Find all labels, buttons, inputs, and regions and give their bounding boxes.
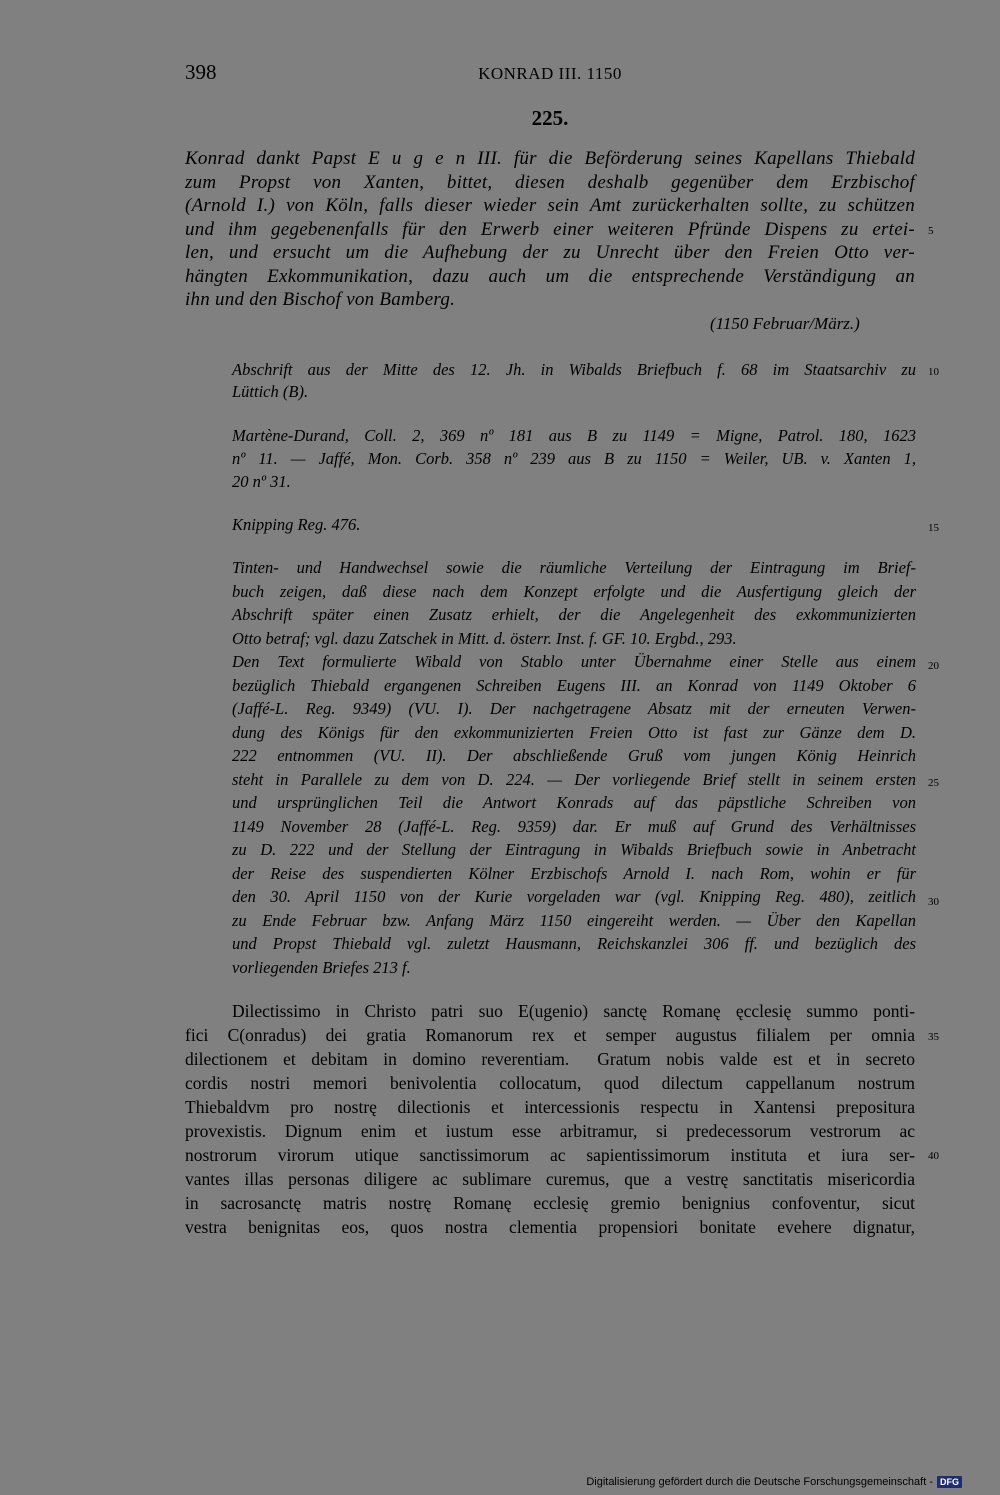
- commentary-line: 222 entnommen (VU. II). Der abschließende Gruß vom jungen König Heinrich: [232, 746, 916, 765]
- editions-line: nº 11. — Jaffé, Mon. Corb. 358 nº 239 aus B zu 1150 = Weiler, UB. v. Xanten 1,: [232, 449, 916, 468]
- tradition-line: Abschrift aus der Mitte des 12. Jh. in Wibalds Briefbuch f. 68 im Staatsarchiv zu: [232, 360, 916, 379]
- commentary-line: bezüglich Thiebald ergangenen Schreiben Eugens III. an Konrad von 1149 Oktober 6: [232, 675, 916, 695]
- margin-line-number: 35: [928, 1031, 939, 1043]
- commentary-line: Abschrift später einen Zusatz erhielt, der die Angelegenheit des exkommunizierten: [232, 605, 916, 624]
- body-line-part: dilectionem et debitam in domino reverentiam.: [185, 1049, 570, 1069]
- body-line-part: Gratum nobis valde est et in secreto: [597, 1049, 915, 1069]
- margin-line-number: 15: [928, 522, 939, 534]
- digitization-credit: [586, 1476, 962, 1488]
- body-line: cordis nostri memori benivolentia collocatum, quod dilectum cappellanum nostrum: [185, 1073, 915, 1093]
- body-line: provexistis. Dignum enim et iustum esse arbitramur, si predecessorum vestrorum ac: [185, 1121, 915, 1141]
- commentary-line: (Jaffé-L. Reg. 9349) (VU. I). Der nachgetragene Absatz mit der erneuten Verwen-: [232, 699, 916, 718]
- regest-line: zum Propst von Xanten, bittet, diesen deshalb gegenüber dem Erzbischof: [185, 171, 915, 193]
- body-line: Dilectissimo in Christo patri suo E(ugenio) sanctę Romanę ęcclesię summo ponti-: [232, 1001, 915, 1021]
- commentary-line: buch zeigen, daß diese nach dem Konzept erfolgte und die Ausfertigung gleich der: [232, 581, 916, 601]
- editions-line: 20 nº 31.: [232, 472, 291, 491]
- body-line: [185, 1049, 915, 1070]
- running-head: KONRAD III. 1150: [478, 64, 622, 83]
- body-line: vestra benignitas eos, quos nostra clementia propensiori bonitate evehere dignatur,: [185, 1217, 915, 1237]
- margin-line-number: 40: [928, 1150, 939, 1162]
- commentary-line: dung des Königs für den exkommunizierten Freien Otto ist fast zur Gänze dem D.: [232, 722, 916, 742]
- commentary-line: Den Text formulierte Wibald von Stablo unter Übernahme einer Stelle aus einem: [232, 652, 916, 671]
- regest-line: (Arnold I.) von Köln, falls dieser wieder sein Amt zurückerhalten sollte, zu schützen: [185, 195, 915, 216]
- commentary-line: zu Ende Februar bzw. Anfang März 1150 eingereiht werden. — Über den Kapellan: [232, 910, 916, 930]
- commentary-line: zu D. 222 und der Stellung der Eintragung in Wibalds Briefbuch sowie in Anbetracht: [232, 840, 916, 859]
- regest-date: (1150 Februar/März.): [710, 314, 860, 333]
- commentary-line: und Propst Thiebald vgl. zuletzt Hausmann, Reichskanzlei 306 ff. und bezüglich des: [232, 934, 916, 953]
- body-line: in sacrosanctę matris nostrę Romanę ecclesię gremio benignius confoventur, sicut: [185, 1193, 915, 1213]
- margin-line-number: 30: [928, 896, 939, 908]
- commentary-line: und ursprünglichen Teil die Antwort Konrads auf das päpstliche Schreiben von: [232, 793, 916, 812]
- regest-line: hängten Exkommunikation, dazu auch um die entsprechende Verständigung an: [185, 265, 915, 287]
- tradition-line: Lüttich (B).: [232, 382, 309, 401]
- margin-line-number: 20: [928, 660, 939, 672]
- commentary-line: der Reise des suspendierten Kölner Erzbischofs Arnold I. nach Rom, wohin er für: [232, 863, 916, 883]
- document-number: 225.: [531, 106, 569, 130]
- commentary-line: vorliegenden Briefes 213 f.: [232, 957, 411, 977]
- editions-line: Martène-Durand, Coll. 2, 369 nº 181 aus B zu 1149 = Migne, Patrol. 180, 1623: [232, 426, 916, 445]
- page-number: 398: [185, 60, 217, 84]
- commentary-line: den 30. April 1150 von der Kurie vorgeladen war (vgl. Knipping Reg. 480), zeitlich: [232, 887, 916, 906]
- regest-line: und ihm gegebenenfalls für den Erwerb einer weiteren Pfründe Dispens zu ertei-: [185, 218, 915, 240]
- margin-line-number: 25: [928, 777, 939, 789]
- margin-line-number: 5: [928, 225, 934, 237]
- credit-text: Digitalisierung gefördert durch die Deutsche Forschungsgemeinschaft -: [586, 1476, 933, 1488]
- regest-line: Konrad dankt Papst E u g e n III. für die Beförderung seines Kapellans Thiebald: [185, 148, 915, 169]
- body-line: nostrorum virorum utique sanctissimorum ac sapientissimorum instituta et iura ser-: [185, 1145, 915, 1165]
- margin-line-number: 10: [928, 366, 939, 378]
- commentary-line: 1149 November 28 (Jaffé-L. Reg. 9359) dar. Er muß auf Grund des Verhältnisses: [232, 816, 916, 836]
- commentary-line: steht in Parallele zu dem von D. 224. — Der vorliegende Brief stellt in seinem ersten: [232, 769, 916, 789]
- body-line: Thiebaldvm pro nostrę dilectionis et intercessionis respectu in Xantensi prepositura: [185, 1097, 915, 1117]
- regest-line: len, und ersucht um die Aufhebung der zu Unrecht über den Freien Otto ver-: [185, 242, 915, 263]
- body-line: vantes illas personas diligere ac sublimare curemus, que a vestrę sanctitatis misericordia: [185, 1169, 915, 1189]
- regesta-line: Knipping Reg. 476.: [232, 515, 361, 534]
- regest-line: ihn und den Bischof von Bamberg.: [185, 289, 456, 310]
- commentary-line: Otto betraf; vgl. dazu Zatschek in Mitt. d. österr. Inst. f. GF. 10. Ergbd., 293.: [232, 628, 737, 648]
- commentary-line: Tinten- und Handwechsel sowie die räumliche Verteilung der Eintragung im Brief-: [232, 558, 916, 577]
- body-line: fici C(onradus) dei gratia Romanorum rex et semper augustus filialem per omnia: [185, 1025, 915, 1045]
- dfg-logo: DFG: [937, 1476, 962, 1488]
